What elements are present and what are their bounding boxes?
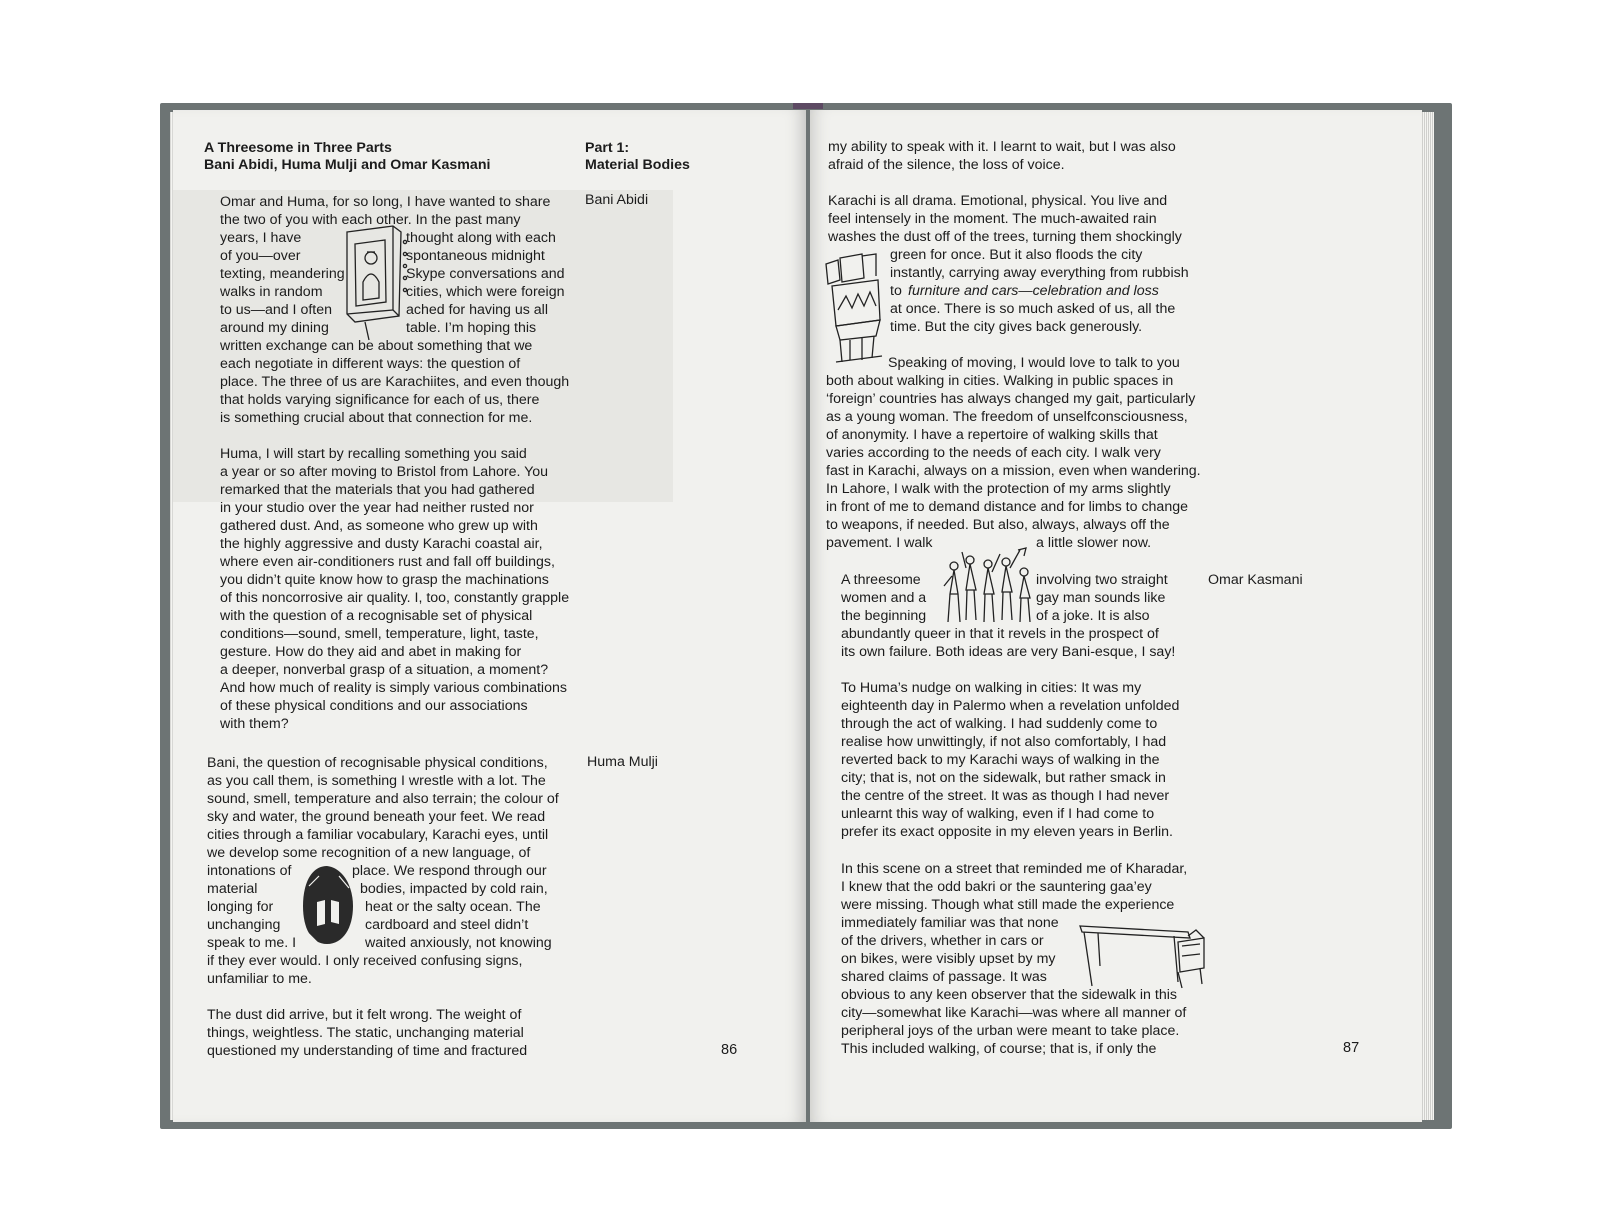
- text-line: women and a: [841, 590, 927, 606]
- text-line: longing for: [207, 899, 274, 915]
- text-line: that holds varying significance for each of us, there: [220, 392, 540, 408]
- speaker-name-omar: Omar Kasmani: [1208, 572, 1303, 588]
- text-line: realise how unwittingly, if not also comfortably, I had: [841, 734, 1167, 750]
- text-line: unlearnt this way of walking, even if I had come to: [841, 806, 1155, 822]
- text-line: things, weightless. The static, unchanging material: [207, 1025, 524, 1041]
- text-line: of you—over: [220, 248, 301, 264]
- text-line: To Huma’s nudge on walking in cities: It was my: [841, 680, 1142, 696]
- text-line: conditions—sound, smell, temperature, light, taste,: [220, 626, 539, 642]
- text-line: Bani, the question of recognisable physical conditions,: [207, 755, 548, 771]
- text-line: material: [207, 881, 258, 897]
- text-line: reverted back to my Karachi ways of walking in the: [841, 752, 1160, 768]
- text-line: my ability to speak with it. I learnt to wait, but I was also: [828, 139, 1176, 155]
- text-line: each negotiate in different ways: the question of: [220, 356, 521, 372]
- text-line: of anonymity. I have a repertoire of walking skills that: [826, 427, 1158, 443]
- text-line: heat or the salty ocean. The: [365, 899, 541, 915]
- text-line: is something crucial about that connection for me.: [220, 410, 533, 426]
- text-line: place. The three of us are Karachiites, and even though: [220, 374, 570, 390]
- text-line: on bikes, were visibly upset by my: [841, 951, 1056, 967]
- text-line: in front of me to demand distance and for limbs to change: [826, 499, 1188, 515]
- text-line: walks in random: [220, 284, 323, 300]
- text-line: Omar and Huma, for so long, I have wanted to share: [220, 194, 551, 210]
- text-line: to: [890, 283, 902, 299]
- text-line: This included walking, of course; that is, if only the: [841, 1041, 1157, 1057]
- text-line: sound, smell, temperature and also terrain; the colour of: [207, 791, 559, 807]
- bookmark-ribbon: [793, 103, 823, 109]
- text-line: of these physical conditions and our associations: [220, 698, 528, 714]
- furniture-sketch: [822, 250, 892, 366]
- article-authors: Bani Abidi, Huma Mulji and Omar Kasmani: [204, 157, 491, 173]
- text-line: Huma, I will start by recalling something you said: [220, 446, 527, 462]
- text-line: unfamiliar to me.: [207, 971, 312, 987]
- scribble-sketch: [299, 862, 357, 948]
- text-line: of this noncorrosive air quality. I, too, constantly grapple: [220, 590, 570, 606]
- page-number: 87: [1343, 1040, 1360, 1056]
- text-line: a year or so after moving to Bristol from Lahore. You: [220, 464, 549, 480]
- text-line: around my dining: [220, 320, 329, 336]
- text-line: if they ever would. I only received confusing signs,: [207, 953, 523, 969]
- text-line: table. I’m hoping this: [406, 320, 537, 336]
- text-line: feel intensely in the moment. The much-awaited rain: [828, 211, 1157, 227]
- text-line: through the act of walking. I had suddenly come to: [841, 716, 1158, 732]
- text-line: eighteenth day in Palermo when a revelation unfolded: [841, 698, 1180, 714]
- text-line: pavement. I walk: [826, 535, 933, 551]
- text-line: spontaneous midnight: [406, 248, 545, 264]
- text-line: gay man sounds like: [1036, 590, 1166, 606]
- text-line: where even air-conditioners rust and fall off buildings,: [220, 554, 555, 570]
- part-title: Material Bodies: [585, 157, 690, 173]
- text-line: furniture and cars—celebration and loss: [908, 283, 1159, 299]
- figures-sketch: [940, 546, 1038, 626]
- text-line: Karachi is all drama. Emotional, physical. You live and: [828, 193, 1168, 209]
- text-line: place. We respond through our: [352, 863, 547, 879]
- text-line: the highly aggressive and dusty Karachi coastal air,: [220, 536, 543, 552]
- text-line: years, I have: [220, 230, 302, 246]
- text-line: I knew that the odd bakri or the sauntering gaa’ey: [841, 879, 1152, 895]
- text-line: abundantly queer in that it revels in the prospect of: [841, 626, 1159, 642]
- text-line: instantly, carrying away everything from rubbish: [890, 265, 1189, 281]
- text-line: gathered dust. And, as someone who grew up with: [220, 518, 538, 534]
- text-line: the beginning: [841, 608, 927, 624]
- text-line: a deeper, nonverbal grasp of a situation, a moment?: [220, 662, 549, 678]
- text-line: time. But the city gives back generously.: [890, 319, 1143, 335]
- text-line: Speaking of moving, I would love to talk to you: [888, 355, 1180, 371]
- cart-sketch: [1078, 916, 1208, 990]
- text-line: cardboard and steel didn’t: [365, 917, 529, 933]
- page-number: 86: [721, 1042, 738, 1058]
- portrait-sketch: [341, 222, 413, 342]
- text-line: in your studio over the year had neither rusted nor: [220, 500, 534, 516]
- text-line: at once. There is so much asked of us, all the: [890, 301, 1176, 317]
- text-line: texting, meandering: [220, 266, 345, 282]
- text-line: of the drivers, whether in cars or: [841, 933, 1044, 949]
- text-line: ‘foreign’ countries has always changed my gait, particularly: [826, 391, 1196, 407]
- article-title: A Threesome in Three Parts: [204, 140, 392, 156]
- text-line: involving two straight: [1036, 572, 1168, 588]
- text-line: the centre of the street. It was as though I had never: [841, 788, 1170, 804]
- text-line: as a young woman. The freedom of unselfconsciousness,: [826, 409, 1188, 425]
- right-page: [810, 110, 1422, 1122]
- text-line: Skype conversations and: [406, 266, 565, 282]
- part-label: Part 1:: [585, 140, 630, 156]
- text-line: sky and water, the ground beneath your feet. We read: [207, 809, 546, 825]
- text-line: speak to me. I: [207, 935, 297, 951]
- text-line: its own failure. Both ideas are very Bani-esque, I say!: [841, 644, 1176, 660]
- text-line: washes the dust off of the trees, turning them shockingly: [828, 229, 1182, 245]
- text-line: immediately familiar was that none: [841, 915, 1059, 931]
- text-line: The dust did arrive, but it felt wrong. The weight of: [207, 1007, 522, 1023]
- text-line: written exchange can be about something that we: [220, 338, 533, 354]
- text-line: city; that is, not on the sidewalk, but rather smack in: [841, 770, 1166, 786]
- text-line: peripheral joys of the urban were meant to take place.: [841, 1023, 1180, 1039]
- text-line: prefer its exact opposite in my eleven years in Berlin.: [841, 824, 1173, 840]
- text-line: fast in Karachi, always on a mission, even when wandering.: [826, 463, 1201, 479]
- text-line: we develop some recognition of a new language, of: [207, 845, 531, 861]
- text-line: varies according to the needs of each city. I walk very: [826, 445, 1161, 461]
- text-line: questioned my understanding of time and fractured: [207, 1043, 528, 1059]
- text-line: of a joke. It is also: [1036, 608, 1150, 624]
- text-line: In this scene on a street that reminded me of Kharadar,: [841, 861, 1188, 877]
- text-line: shared claims of passage. It was: [841, 969, 1047, 985]
- text-line: unchanging: [207, 917, 281, 933]
- text-line: cities, which were foreign: [406, 284, 565, 300]
- text-line: the two of you with each other. In the past many: [220, 212, 521, 228]
- text-line: afraid of the silence, the loss of voice.: [828, 157, 1065, 173]
- text-line: bodies, impacted by cold rain,: [360, 881, 548, 897]
- text-line: A threesome: [841, 572, 921, 588]
- text-line: green for once. But it also floods the city: [890, 247, 1143, 263]
- text-line: with them?: [220, 716, 289, 732]
- speaker-name-huma: Huma Mulji: [587, 754, 658, 770]
- page-edges-right: [1420, 112, 1434, 1120]
- text-line: ached for having us all: [406, 302, 548, 318]
- text-line: to weapons, if needed. But also, always, always off the: [826, 517, 1170, 533]
- text-line: both about walking in cities. Walking in public spaces in: [826, 373, 1174, 389]
- text-line: obvious to any keen observer that the sidewalk in this: [841, 987, 1177, 1003]
- text-line: to us—and I often: [220, 302, 332, 318]
- text-line: gesture. How do they aid and abet in making for: [220, 644, 522, 660]
- text-line: waited anxiously, not knowing: [365, 935, 552, 951]
- text-line: In Lahore, I walk with the protection of my arms slightly: [826, 481, 1171, 497]
- text-line: remarked that the materials that you had gathered: [220, 482, 535, 498]
- text-line: a little slower now.: [1036, 535, 1152, 551]
- text-line: as you call them, is something I wrestle with a lot. The: [207, 773, 546, 789]
- left-page: [173, 110, 806, 1122]
- speaker-name-bani: Bani Abidi: [585, 192, 649, 208]
- text-line: cities through a familiar vocabulary, Karachi eyes, until: [207, 827, 549, 843]
- text-line: with the question of a recognisable set of physical: [220, 608, 533, 624]
- text-line: And how much of reality is simply various combinations: [220, 680, 567, 696]
- text-line: thought along with each: [406, 230, 556, 246]
- text-line: you didn’t quite know how to grasp the machinations: [220, 572, 549, 588]
- text-line: city—somewhat like Karachi—was where all manner of: [841, 1005, 1187, 1021]
- text-line: intonations of: [207, 863, 292, 879]
- text-line: were missing. Though what still made the experience: [841, 897, 1175, 913]
